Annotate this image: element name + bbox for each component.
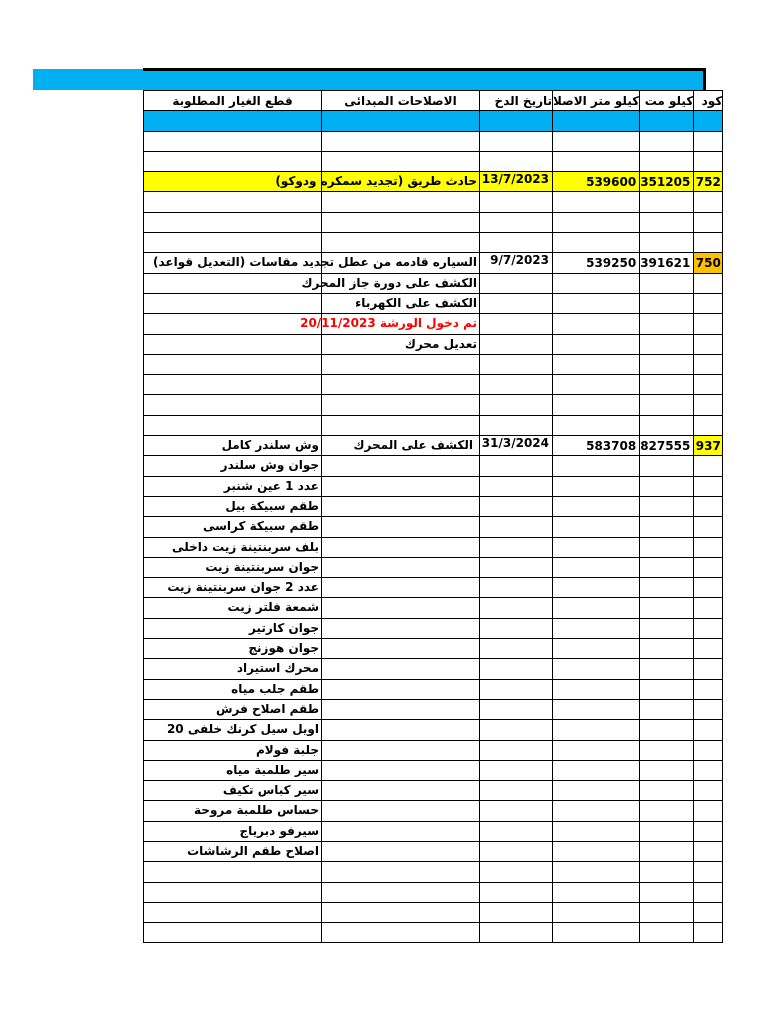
cell[interactable] bbox=[553, 902, 640, 922]
cell[interactable] bbox=[553, 496, 640, 516]
part-row bbox=[144, 841, 723, 861]
cell[interactable] bbox=[480, 517, 553, 537]
part-row bbox=[144, 760, 723, 780]
note-cell[interactable]: تعديل محرك bbox=[322, 334, 480, 354]
cell[interactable] bbox=[322, 496, 480, 516]
cell[interactable] bbox=[480, 293, 553, 313]
cell[interactable] bbox=[480, 598, 553, 618]
cell[interactable] bbox=[640, 639, 694, 659]
cell[interactable] bbox=[480, 821, 553, 841]
cell[interactable] bbox=[480, 496, 553, 516]
part-cell[interactable]: طقم سبيكة بيل bbox=[144, 496, 322, 516]
cell[interactable] bbox=[640, 415, 694, 435]
cell[interactable] bbox=[640, 699, 694, 719]
cell[interactable] bbox=[322, 233, 480, 253]
vehicle-row-750 bbox=[144, 253, 723, 273]
cell[interactable] bbox=[144, 923, 322, 943]
cell[interactable] bbox=[553, 862, 640, 882]
cell[interactable] bbox=[553, 882, 640, 902]
part-row bbox=[144, 496, 723, 516]
cell[interactable] bbox=[144, 882, 322, 902]
note-row bbox=[144, 334, 723, 354]
cell[interactable] bbox=[144, 131, 322, 151]
cell[interactable] bbox=[480, 334, 553, 354]
part-cell[interactable]: اويل سيل كرنك خلفى 20 bbox=[144, 720, 322, 740]
cell[interactable] bbox=[640, 476, 694, 496]
cell[interactable] bbox=[144, 212, 322, 232]
note-cell[interactable]: الكشف على الكهرباء bbox=[322, 293, 480, 313]
cell[interactable] bbox=[640, 781, 694, 801]
cell[interactable] bbox=[640, 679, 694, 699]
part-cell[interactable]: بلف سربنتينة زيت داخلى bbox=[144, 537, 322, 557]
cell[interactable] bbox=[640, 801, 694, 821]
cell[interactable] bbox=[694, 314, 723, 334]
cell[interactable] bbox=[553, 801, 640, 821]
cell[interactable] bbox=[553, 618, 640, 638]
cell[interactable] bbox=[553, 720, 640, 740]
cell[interactable] bbox=[553, 314, 640, 334]
part-cell[interactable]: عدد 2 جوان سربنتينة زيت bbox=[144, 578, 322, 598]
cell[interactable] bbox=[553, 699, 640, 719]
vehicle-row-937 bbox=[144, 436, 723, 456]
cell[interactable] bbox=[694, 517, 723, 537]
cell[interactable] bbox=[322, 578, 480, 598]
cell[interactable] bbox=[553, 273, 640, 293]
cell[interactable] bbox=[322, 476, 480, 496]
note-row bbox=[144, 314, 723, 334]
cell[interactable] bbox=[553, 131, 640, 151]
part-row bbox=[144, 659, 723, 679]
cell[interactable] bbox=[640, 375, 694, 395]
cell[interactable] bbox=[553, 293, 640, 313]
cell[interactable] bbox=[480, 354, 553, 374]
cell[interactable] bbox=[553, 354, 640, 374]
cell[interactable] bbox=[144, 293, 322, 313]
cell[interactable] bbox=[694, 578, 723, 598]
cell[interactable] bbox=[694, 293, 723, 313]
header-repair-km[interactable]: كيلو متر الاصلا bbox=[553, 91, 640, 111]
cell[interactable] bbox=[694, 801, 723, 821]
code-cell[interactable]: 752 bbox=[694, 172, 723, 192]
table-row bbox=[144, 192, 723, 212]
cell[interactable] bbox=[694, 354, 723, 374]
part-cell[interactable]: محرك استيراد bbox=[144, 659, 322, 679]
repair-km-cell[interactable]: 539600 bbox=[553, 172, 640, 192]
cell[interactable] bbox=[322, 192, 480, 212]
cell[interactable] bbox=[640, 598, 694, 618]
cell[interactable] bbox=[480, 639, 553, 659]
cell[interactable] bbox=[694, 679, 723, 699]
cell[interactable] bbox=[640, 760, 694, 780]
cell[interactable] bbox=[480, 923, 553, 943]
cell[interactable] bbox=[640, 923, 694, 943]
cell[interactable] bbox=[553, 578, 640, 598]
cell[interactable] bbox=[694, 740, 723, 760]
cell[interactable] bbox=[640, 131, 694, 151]
part-cell[interactable]: جوان وش سلندر bbox=[144, 456, 322, 476]
cell[interactable] bbox=[694, 212, 723, 232]
part-cell[interactable]: طقم جلب مياه bbox=[144, 679, 322, 699]
cell[interactable] bbox=[694, 375, 723, 395]
cell[interactable] bbox=[144, 192, 322, 212]
cell[interactable] bbox=[480, 618, 553, 638]
cell[interactable] bbox=[553, 517, 640, 537]
cell[interactable] bbox=[322, 923, 480, 943]
cell[interactable] bbox=[480, 882, 553, 902]
cell[interactable] bbox=[553, 659, 640, 679]
cell[interactable] bbox=[694, 537, 723, 557]
cell[interactable] bbox=[322, 902, 480, 922]
cell[interactable] bbox=[553, 192, 640, 212]
blue-row bbox=[144, 111, 723, 131]
cell[interactable] bbox=[480, 557, 553, 577]
cell[interactable] bbox=[640, 192, 694, 212]
part-cell[interactable]: جوان سربنتينة زيت bbox=[144, 557, 322, 577]
cell[interactable] bbox=[553, 598, 640, 618]
table-row bbox=[144, 131, 723, 151]
cell[interactable] bbox=[322, 679, 480, 699]
table-row bbox=[144, 212, 723, 232]
cell[interactable] bbox=[480, 476, 553, 496]
cell[interactable] bbox=[694, 557, 723, 577]
cell[interactable] bbox=[694, 496, 723, 516]
cell[interactable] bbox=[322, 111, 480, 131]
part-cell[interactable]: عدد 1 عين شنبر bbox=[144, 476, 322, 496]
part-row bbox=[144, 821, 723, 841]
part-row bbox=[144, 679, 723, 699]
cell[interactable] bbox=[553, 841, 640, 861]
cell[interactable] bbox=[640, 537, 694, 557]
cell[interactable] bbox=[640, 882, 694, 902]
cell[interactable] bbox=[694, 659, 723, 679]
cell[interactable] bbox=[640, 720, 694, 740]
part-cell[interactable]: سير كباس تكيف bbox=[144, 781, 322, 801]
cell[interactable] bbox=[144, 151, 322, 171]
cell[interactable] bbox=[322, 618, 480, 638]
part-row bbox=[144, 537, 723, 557]
cell[interactable] bbox=[640, 334, 694, 354]
part-row bbox=[144, 557, 723, 577]
cell[interactable] bbox=[640, 212, 694, 232]
cell[interactable] bbox=[640, 456, 694, 476]
table-row bbox=[144, 415, 723, 435]
header-entry-date[interactable]: تاريخ الدخ bbox=[480, 91, 553, 111]
header-parts[interactable]: قطع الغيار المطلوبة bbox=[144, 91, 322, 111]
cell[interactable] bbox=[553, 537, 640, 557]
part-row bbox=[144, 578, 723, 598]
cell[interactable] bbox=[694, 192, 723, 212]
km-cell[interactable]: 391621 bbox=[640, 253, 694, 273]
cell[interactable] bbox=[322, 801, 480, 821]
cell[interactable] bbox=[553, 233, 640, 253]
part-row bbox=[144, 699, 723, 719]
cell[interactable] bbox=[694, 415, 723, 435]
cell[interactable] bbox=[694, 618, 723, 638]
cell[interactable] bbox=[553, 395, 640, 415]
km-cell[interactable]: 827555 bbox=[640, 436, 694, 456]
part-cell[interactable]: وش سلندر كامل bbox=[144, 436, 322, 456]
cell[interactable] bbox=[144, 354, 322, 374]
cell[interactable] bbox=[322, 456, 480, 476]
cell[interactable] bbox=[640, 557, 694, 577]
cell[interactable] bbox=[694, 639, 723, 659]
cell[interactable] bbox=[322, 598, 480, 618]
cell[interactable] bbox=[694, 476, 723, 496]
cell[interactable] bbox=[640, 902, 694, 922]
cell[interactable] bbox=[144, 395, 322, 415]
part-row bbox=[144, 456, 723, 476]
code-cell[interactable]: 937 bbox=[694, 436, 723, 456]
header-repairs[interactable]: الاصلاحات المبدائى bbox=[322, 91, 480, 111]
cell[interactable] bbox=[694, 273, 723, 293]
km-cell[interactable]: 351205 bbox=[640, 172, 694, 192]
part-row bbox=[144, 598, 723, 618]
cell[interactable] bbox=[640, 862, 694, 882]
cell[interactable] bbox=[480, 699, 553, 719]
part-cell[interactable]: حساس طلمبة مروحة bbox=[144, 801, 322, 821]
cell[interactable] bbox=[480, 273, 553, 293]
cell[interactable] bbox=[480, 841, 553, 861]
part-row bbox=[144, 720, 723, 740]
cell[interactable] bbox=[480, 537, 553, 557]
cell[interactable] bbox=[640, 314, 694, 334]
part-cell[interactable]: جوان كارتير bbox=[144, 618, 322, 638]
header-code[interactable]: كود bbox=[694, 91, 723, 111]
cell[interactable] bbox=[553, 111, 640, 131]
cell[interactable] bbox=[640, 496, 694, 516]
part-row bbox=[144, 618, 723, 638]
cell[interactable] bbox=[322, 760, 480, 780]
part-cell[interactable]: شمعة فلتر زيت bbox=[144, 598, 322, 618]
part-cell[interactable]: جلبة فولام bbox=[144, 740, 322, 760]
cell[interactable] bbox=[640, 395, 694, 415]
cell[interactable] bbox=[322, 639, 480, 659]
cell[interactable] bbox=[553, 557, 640, 577]
part-cell[interactable]: سيرفو دبرياج bbox=[144, 821, 322, 841]
date-cell[interactable]: 31/3/2024 bbox=[480, 436, 553, 456]
date-cell[interactable]: 13/7/2023 bbox=[480, 172, 553, 192]
cell[interactable] bbox=[144, 334, 322, 354]
repair-cell[interactable]: حادث طريق (تجديد سمكره ودوكو) bbox=[322, 172, 480, 192]
cell[interactable] bbox=[553, 740, 640, 760]
cell[interactable] bbox=[553, 212, 640, 232]
cell[interactable] bbox=[640, 517, 694, 537]
cell[interactable] bbox=[694, 456, 723, 476]
cell[interactable] bbox=[640, 821, 694, 841]
part-row bbox=[144, 476, 723, 496]
table-row bbox=[144, 375, 723, 395]
header-km[interactable]: كيلو مت bbox=[640, 91, 694, 111]
table-row bbox=[144, 862, 723, 882]
part-cell[interactable]: اصلاح طقم الرشاشات bbox=[144, 841, 322, 861]
part-cell[interactable]: طقم اصلاح فرش bbox=[144, 699, 322, 719]
cell[interactable] bbox=[640, 233, 694, 253]
cell[interactable] bbox=[480, 801, 553, 821]
header-band bbox=[33, 69, 705, 90]
cell[interactable] bbox=[553, 781, 640, 801]
cell[interactable] bbox=[322, 862, 480, 882]
cell[interactable] bbox=[480, 395, 553, 415]
cell[interactable] bbox=[640, 354, 694, 374]
cell[interactable] bbox=[144, 415, 322, 435]
cell[interactable] bbox=[694, 781, 723, 801]
cell[interactable] bbox=[144, 273, 322, 293]
cell[interactable] bbox=[480, 314, 553, 334]
cell[interactable] bbox=[480, 862, 553, 882]
cell[interactable] bbox=[694, 699, 723, 719]
maintenance-table bbox=[143, 90, 723, 943]
cell[interactable] bbox=[480, 456, 553, 476]
cell[interactable] bbox=[553, 639, 640, 659]
cell[interactable] bbox=[480, 578, 553, 598]
cell[interactable] bbox=[480, 131, 553, 151]
cell[interactable] bbox=[480, 902, 553, 922]
cell[interactable] bbox=[640, 659, 694, 679]
cell[interactable] bbox=[640, 151, 694, 171]
code-cell[interactable]: 750 bbox=[694, 253, 723, 273]
note-cell[interactable]: تم دخول الورشة 20/11/2023 bbox=[322, 314, 480, 334]
cell[interactable] bbox=[640, 293, 694, 313]
note-row bbox=[144, 273, 723, 293]
part-row bbox=[144, 781, 723, 801]
cell[interactable] bbox=[553, 760, 640, 780]
part-cell[interactable]: سير طلمبة مياه bbox=[144, 760, 322, 780]
cell[interactable] bbox=[480, 740, 553, 760]
cell[interactable] bbox=[144, 862, 322, 882]
cell[interactable] bbox=[480, 151, 553, 171]
cell[interactable] bbox=[480, 781, 553, 801]
cell[interactable] bbox=[640, 273, 694, 293]
cell[interactable] bbox=[322, 415, 480, 435]
part-row bbox=[144, 517, 723, 537]
cell[interactable] bbox=[480, 111, 553, 131]
vehicle-row-752 bbox=[144, 172, 723, 192]
cell[interactable] bbox=[322, 841, 480, 861]
cell[interactable] bbox=[322, 699, 480, 719]
cell[interactable] bbox=[144, 111, 322, 131]
cell[interactable] bbox=[694, 233, 723, 253]
cell[interactable] bbox=[694, 598, 723, 618]
cell[interactable] bbox=[640, 841, 694, 861]
cell[interactable] bbox=[322, 659, 480, 679]
table-row bbox=[144, 882, 723, 902]
cell[interactable] bbox=[322, 720, 480, 740]
part-row bbox=[144, 801, 723, 821]
cell[interactable] bbox=[322, 740, 480, 760]
cell[interactable] bbox=[144, 314, 322, 334]
cell[interactable] bbox=[553, 476, 640, 496]
cell[interactable] bbox=[322, 537, 480, 557]
header-row bbox=[144, 91, 723, 111]
cell[interactable] bbox=[322, 395, 480, 415]
cell[interactable] bbox=[322, 151, 480, 171]
repair-km-cell[interactable]: 539250 bbox=[553, 253, 640, 273]
table-row bbox=[144, 233, 723, 253]
cell[interactable] bbox=[553, 821, 640, 841]
cell[interactable] bbox=[322, 517, 480, 537]
cell[interactable] bbox=[553, 456, 640, 476]
cell[interactable] bbox=[144, 233, 322, 253]
cell[interactable] bbox=[553, 415, 640, 435]
table-row bbox=[144, 923, 723, 943]
cell[interactable] bbox=[553, 923, 640, 943]
cell[interactable] bbox=[553, 679, 640, 699]
repair-cell[interactable]: الكشف على المحرك bbox=[322, 436, 480, 456]
part-row bbox=[144, 740, 723, 760]
note-row bbox=[144, 293, 723, 313]
part-cell[interactable]: جوان هوزنج bbox=[144, 639, 322, 659]
cell[interactable] bbox=[480, 212, 553, 232]
cell[interactable] bbox=[553, 334, 640, 354]
cell[interactable] bbox=[322, 821, 480, 841]
repair-cell[interactable]: السياره قادمه من عطل تجديد مقاسات (التعديل قواعد) bbox=[322, 253, 480, 273]
table-row bbox=[144, 395, 723, 415]
header-rule bbox=[143, 68, 706, 71]
cell[interactable] bbox=[480, 679, 553, 699]
cell[interactable] bbox=[553, 151, 640, 171]
cell[interactable] bbox=[144, 375, 322, 395]
repair-km-cell[interactable]: 583708 bbox=[553, 436, 640, 456]
table-row bbox=[144, 151, 723, 171]
cell[interactable] bbox=[480, 659, 553, 679]
cell[interactable] bbox=[694, 760, 723, 780]
cell[interactable] bbox=[694, 821, 723, 841]
date-cell[interactable]: 9/7/2023 bbox=[480, 253, 553, 273]
cell[interactable] bbox=[322, 375, 480, 395]
cell[interactable] bbox=[694, 111, 723, 131]
cell[interactable] bbox=[694, 923, 723, 943]
cell[interactable] bbox=[640, 618, 694, 638]
cell[interactable] bbox=[694, 395, 723, 415]
cell[interactable] bbox=[694, 131, 723, 151]
cell[interactable] bbox=[322, 131, 480, 151]
cell[interactable] bbox=[640, 578, 694, 598]
cell[interactable] bbox=[322, 781, 480, 801]
note-cell[interactable]: الكشف على دورة جاز المحرك bbox=[322, 273, 480, 293]
cell[interactable] bbox=[480, 375, 553, 395]
cell[interactable] bbox=[694, 334, 723, 354]
table-row bbox=[144, 354, 723, 374]
cell[interactable] bbox=[480, 192, 553, 212]
cell[interactable] bbox=[640, 111, 694, 131]
cell[interactable] bbox=[480, 233, 553, 253]
cell[interactable] bbox=[694, 902, 723, 922]
header-rule-right bbox=[703, 68, 706, 90]
cell[interactable] bbox=[322, 882, 480, 902]
cell[interactable] bbox=[694, 720, 723, 740]
cell[interactable] bbox=[480, 760, 553, 780]
cell[interactable] bbox=[480, 720, 553, 740]
cell[interactable] bbox=[694, 151, 723, 171]
cell[interactable] bbox=[480, 415, 553, 435]
cell[interactable] bbox=[694, 841, 723, 861]
cell[interactable] bbox=[144, 902, 322, 922]
part-cell[interactable]: طقم سبيكة كراسى bbox=[144, 517, 322, 537]
cell[interactable] bbox=[553, 375, 640, 395]
cell[interactable] bbox=[322, 354, 480, 374]
cell[interactable] bbox=[322, 212, 480, 232]
cell[interactable] bbox=[640, 740, 694, 760]
cell[interactable] bbox=[694, 862, 723, 882]
part-row bbox=[144, 639, 723, 659]
cell[interactable] bbox=[322, 557, 480, 577]
cell[interactable] bbox=[694, 882, 723, 902]
table-row bbox=[144, 902, 723, 922]
